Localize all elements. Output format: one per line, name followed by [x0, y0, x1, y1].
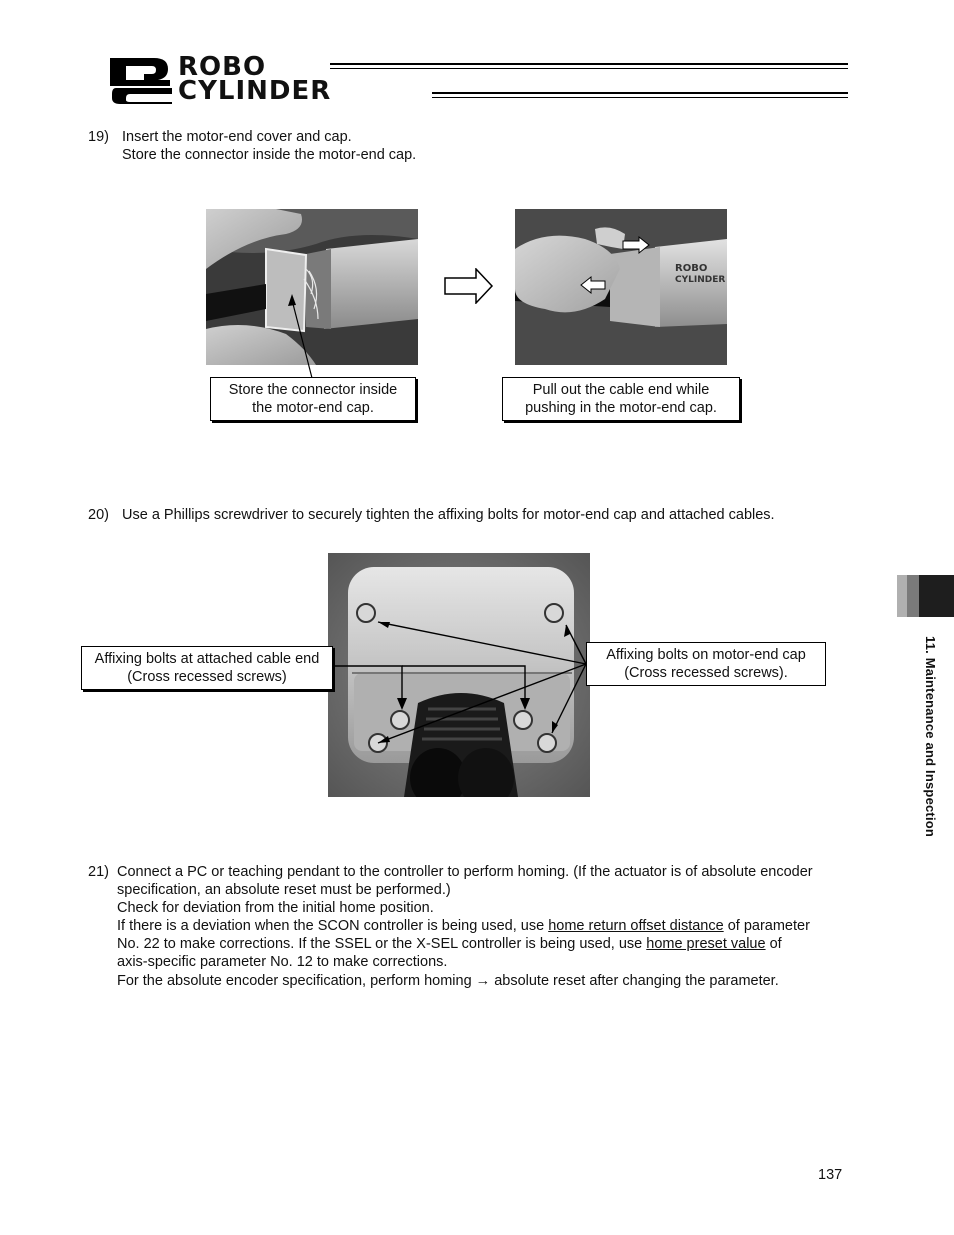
- svg-text:CYLINDER: CYLINDER: [675, 275, 726, 285]
- chapter-tab-midgray: [907, 575, 919, 617]
- chapter-tab-gray: [897, 575, 907, 617]
- svg-text:ROBO: ROBO: [675, 263, 708, 274]
- step19-line2: Store the connector inside the motor-end cap.: [122, 147, 417, 163]
- term-home-return-offset: home return offset distance: [548, 918, 724, 934]
- step19-number: 19): [88, 129, 109, 145]
- step21-line6: axis-specific parameter No. 12 to make corrections.: [117, 954, 448, 970]
- step21-number: 21): [88, 864, 109, 880]
- caption-bolts-cable-end: Affixing bolts at attached cable end (Cross recessed screws): [81, 646, 333, 690]
- caption-pull-cable: Pull out the cable end while pushing in the motor-end cap.: [502, 377, 740, 421]
- chapter-tab-dark: [919, 575, 954, 617]
- step19-line1: Insert the motor-end cover and cap.: [122, 129, 352, 145]
- term-home-preset-value: home preset value: [646, 936, 766, 952]
- step21-line4: If there is a deviation when the SCON controller is being used, use home return offset distance of parameter: [117, 918, 810, 934]
- page-number: 137: [818, 1167, 843, 1183]
- step20-text: Use a Phillips screwdriver to securely tighten the affixing bolts for motor-end cap and attached cables.: [122, 507, 775, 523]
- logo-text-robo: ROBO: [178, 52, 267, 82]
- arrow-right-icon: →: [475, 973, 491, 989]
- step21-line7: For the absolute encoder specification, perform homing → absolute reset after changing the parameter.: [117, 973, 779, 989]
- caption-bolts-motor-end-cap: Affixing bolts on motor-end cap (Cross recessed screws).: [586, 642, 826, 686]
- step21-line3: Check for deviation from the initial home position.: [117, 900, 434, 916]
- step21-line1: Connect a PC or teaching pendant to the controller to perform homing. (If the actuator is of absolute encoder: [117, 864, 813, 880]
- chapter-label: 11. Maintenance and Inspection: [923, 636, 938, 838]
- step20-number: 20): [88, 507, 109, 523]
- caption-store-connector: Store the connector inside the motor-end cap.: [210, 377, 416, 421]
- step21-line2: specification, an absolute reset must be performed.): [117, 882, 451, 898]
- logo-text-cylinder: CYLINDER: [178, 76, 332, 106]
- step21-line5: No. 22 to make corrections. If the SSEL or the X-SEL controller is being used, use home preset value of: [117, 936, 782, 952]
